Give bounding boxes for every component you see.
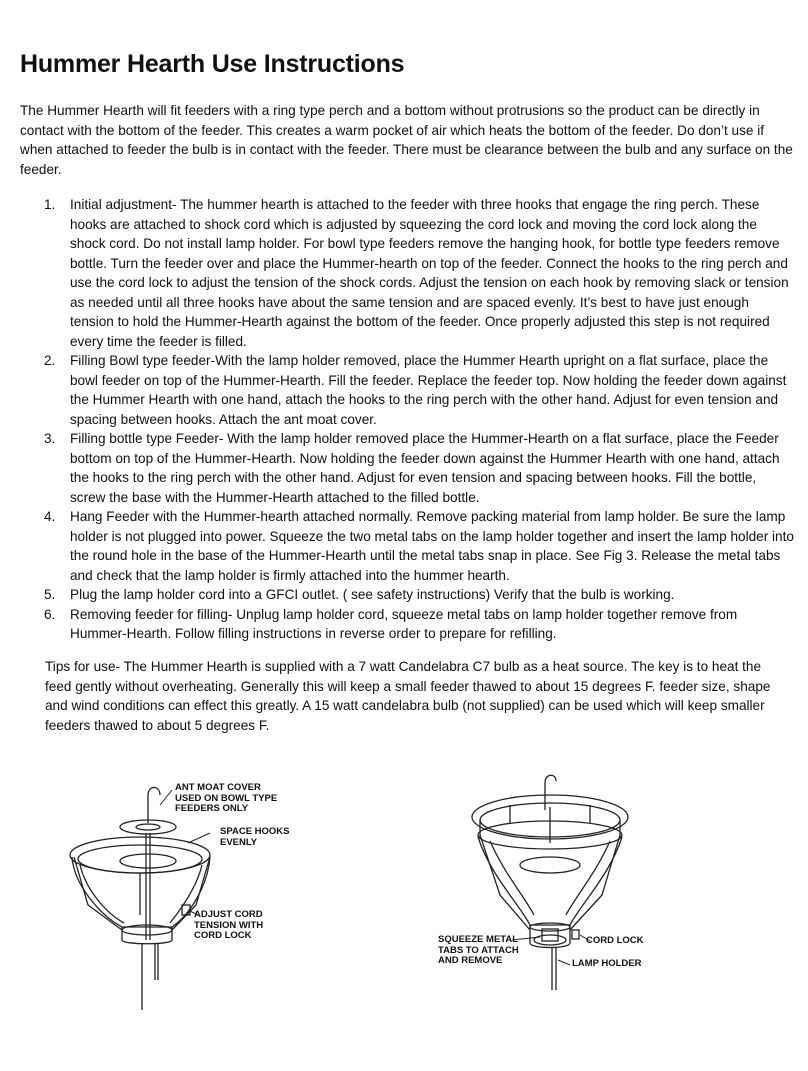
- step-number: 6.: [44, 606, 56, 622]
- step-number: 2.: [44, 353, 56, 368]
- label-adjust-cord-tension: ADJUST CORD TENSION WITH CORD LOCK: [194, 909, 264, 941]
- label-cord-lock: CORD LOCK: [586, 935, 644, 946]
- lamp-holder-illustration: [430, 765, 680, 1015]
- instruction-steps: [20, 195, 795, 644]
- page-title: Hummer Hearth Use Instructions: [20, 50, 405, 78]
- step-text: Filling Bowl type feeder-With the lamp holder removed, place the Hummer Hearth upright on a flat surface, place the bowl feeder on top of the Hummer-Hearth. Fill the feeder. Replace the feeder top. Now holding the feeder down against the Hummer Hearth with one hand, attach the hooks to the ring perch with the other hand. Adjust for even tension and spacing between hooks. Attach the ant moat cover.: [70, 353, 787, 427]
- label-lamp-holder: LAMP HOLDER: [572, 958, 642, 969]
- intro-paragraph: The Hummer Hearth will fit feeders with a ring type perch and a bottom without protrusions so the product can be directly in contact with the bottom of the feeder. This creates a warm pocket of air which heats the bottom of the feeder. Do don’t use if when attached to feeder the bulb is in contact with the feeder. There must be clearance between the bulb and any surface on the feeder.: [20, 103, 793, 177]
- step-number: 3.: [44, 431, 56, 446]
- step-number: 4.: [44, 509, 56, 524]
- step-text: Removing feeder for filling- Unplug lamp holder cord, squeeze metal tabs on lamp holder together remove from Hummer-Hearth. Follow filling instructions in reverse order to prepare for refilling.: [70, 606, 738, 641]
- step-item: [20, 605, 795, 644]
- figure-lamp-holder: [430, 765, 680, 1015]
- label-ant-moat-cover: ANT MOAT COVER USED ON BOWL TYPE FEEDERS ONLY: [175, 782, 278, 814]
- step-number: 5.: [44, 587, 56, 602]
- figure-bowl-feeder: [60, 765, 320, 1025]
- tips-paragraph: Tips for use- The Hummer Hearth is supplied with a 7 watt Candelabra C7 bulb as a heat source. The key is to heat the feed gently without overheating. Generally this will keep a small feeder thawed to about 15 degrees F. feeder size, shape and wind conditions can effect this greatly. A 15 watt candelabra bulb (not supplied) can be used which will keep smaller feeders thawed to about 5 degrees F.: [45, 659, 771, 733]
- step-item: [20, 351, 795, 429]
- step-text: Filling bottle type Feeder- With the lamp holder removed place the Hummer-Hearth on a flat surface, place the Feeder bottom on top of the Hummer-Hearth. Now holding the feeder down against the Hummer Hearth with one hand, attach the hooks to the ring perch with the other hand. Adjust for even tension and spacing between hooks. Fill the bottle, screw the base with the Hummer-Hearth attached to the filled bottle.: [70, 431, 780, 505]
- label-squeeze-metal-tabs: SQUEEZE METAL TABS TO ATTACH AND REMOVE: [438, 934, 519, 966]
- step-number: 1.: [44, 197, 56, 212]
- step-text: Plug the lamp holder cord into a GFCI outlet. ( see safety instructions) Verify that the bulb is working.: [70, 587, 675, 602]
- step-item: [20, 507, 795, 585]
- step-text: Hang Feeder with the Hummer-hearth attached normally. Remove packing material from lamp holder. Be sure the lamp holder is not plugged into power. Squeeze the two metal tabs on the lamp holder together and insert the lamp holder into the round hole in the base of the Hummer-Hearth until the metal tabs snap in place. See Fig 3. Release the metal tabs and check that the lamp holder is firmly attached into the hummer hearth.: [70, 509, 794, 583]
- step-text: Initial adjustment- The hummer hearth is attached to the feeder with three hooks that engage the ring perch. These hooks are attached to shock cord which is adjusted by squeezing the cord lock and moving the cord lock along the shock cord. Do not install lamp holder. For bowl type feeders remove the hanging hook, for bottle type feeders remove bottle. Turn the feeder over and place the Hummer-hearth on top of the feeder. Connect the hooks to the ring perch and use the cord lock to adjust the tension of the shock cords. Adjust the tension on each hook by removing slack or tension as needed until all three hooks have about the same tension and are spaced evenly. It’s best to have just enough tension to hold the Hummer-Hearth against the bottom of the feeder. Once properly adjusted this step is not required every time the feeder is filled.: [70, 197, 789, 349]
- step-item: [20, 429, 795, 507]
- step-item: [20, 195, 795, 351]
- step-item: [20, 585, 795, 605]
- label-space-hooks: SPACE HOOKS EVENLY: [220, 826, 290, 848]
